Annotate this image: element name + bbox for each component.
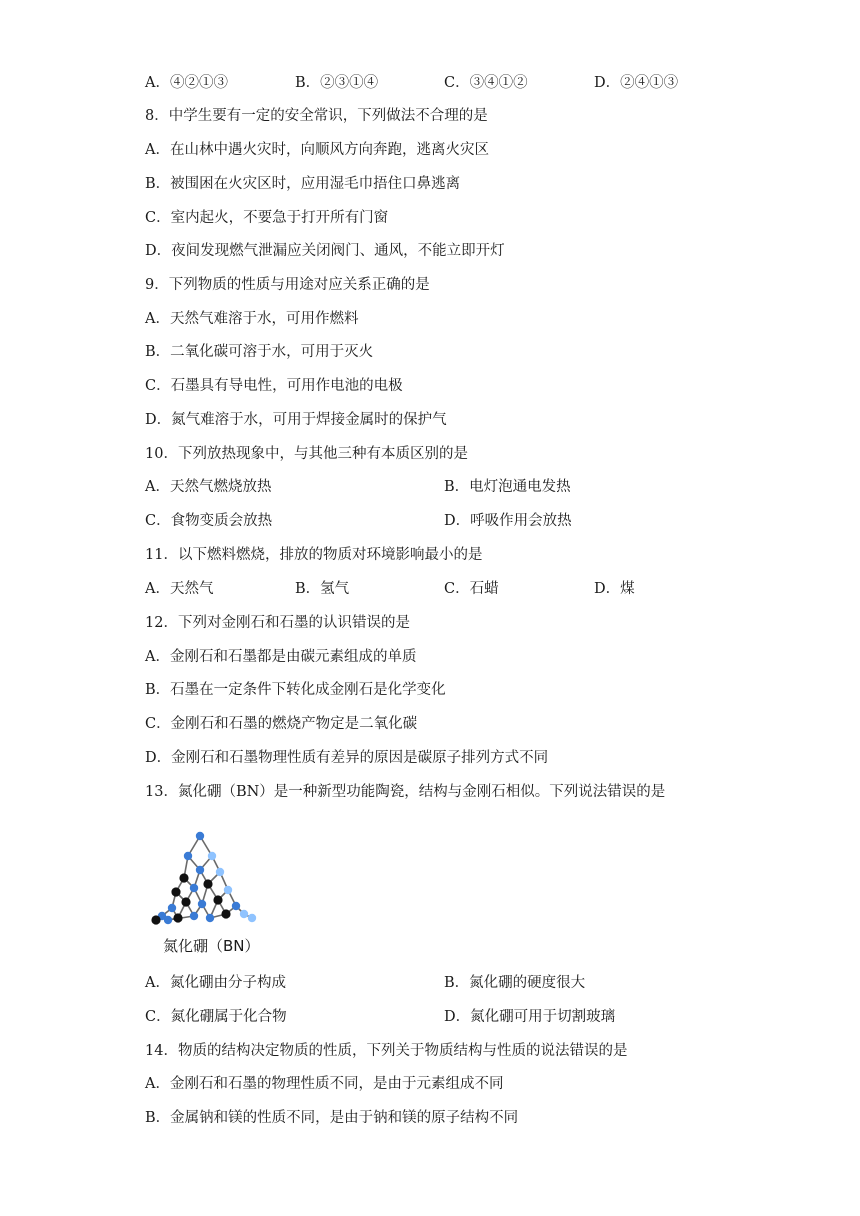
figure-caption: 氮化硼（BN） xyxy=(163,937,260,955)
q8-option-d: D．夜间发现燃气泄漏应关闭阀门、通风，不能立即开灯 xyxy=(145,243,505,259)
nitrogen-atom xyxy=(196,832,204,840)
nitrogen-atom xyxy=(164,916,172,924)
q14-stem: 14．物质的结构决定物质的性质，下列关于物质结构与性质的说法错误的是 xyxy=(145,1043,628,1059)
q9-option-a: A．天然气难溶于水，可用作燃料 xyxy=(145,311,359,327)
nitrogen-atom xyxy=(248,914,256,922)
q12-option-c: C．金刚石和石墨的燃烧产物定是二氧化碳 xyxy=(145,716,418,732)
q7-option-d: D．②④①③ xyxy=(594,75,679,91)
nitrogen-atom xyxy=(190,912,198,920)
q14-option-b: B．金属钠和镁的性质不同，是由于钠和镁的原子结构不同 xyxy=(145,1110,519,1126)
nitrogen-atom xyxy=(240,910,248,918)
q12-option-a: A．金刚石和石墨都是由碳元素组成的单质 xyxy=(145,649,417,665)
boron-atom xyxy=(173,913,182,922)
q9-option-d: D．氮气难溶于水，可用于焊接金属时的保护气 xyxy=(145,412,447,428)
q12-option-b: B．石墨在一定条件下转化成金刚石是化学变化 xyxy=(145,682,446,698)
q7-option-b: B．②③①④ xyxy=(295,75,379,91)
nitrogen-atom xyxy=(206,914,214,922)
q10-option-c: C．食物变质会放热 xyxy=(145,513,273,529)
q12-stem: 12．下列对金刚石和石墨的认识错误的是 xyxy=(145,615,410,631)
q11-option-c: C．石蜡 xyxy=(444,581,499,597)
q8-stem: 8．中学生要有一定的安全常识，下列做法不合理的是 xyxy=(145,108,488,124)
q10-option-b: B．电灯泡通电发热 xyxy=(444,479,571,495)
nitrogen-atom xyxy=(208,852,216,860)
q8-option-a: A．在山林中遇火灾时，向顺风方向奔跑，逃离火灾区 xyxy=(145,142,489,158)
nitrogen-atom xyxy=(196,866,204,874)
q12-option-d: D．金刚石和石墨物理性质有差异的原因是碳原子排列方式不同 xyxy=(145,750,549,766)
nitrogen-atom xyxy=(184,852,192,860)
q8-option-c: C．室内起火，不要急于打开所有门窗 xyxy=(145,210,389,226)
q13-option-a: A．氮化硼由分子构成 xyxy=(145,975,286,991)
nitrogen-atom xyxy=(216,868,224,876)
q13-option-d: D．氮化硼可用于切割玻璃 xyxy=(444,1009,616,1025)
q11-option-b: B．氢气 xyxy=(295,581,350,597)
q9-option-b: B．二氧化碳可溶于水，可用于灭火 xyxy=(145,344,374,360)
boron-atom xyxy=(181,897,190,906)
boron-atom xyxy=(203,879,212,888)
q14-option-a: A．金刚石和石墨的物理性质不同，是由于元素组成不同 xyxy=(145,1076,504,1092)
boron-atom xyxy=(221,909,230,918)
q13-stem: 13．氮化硼（BN）是一种新型功能陶瓷，结构与金刚石相似。下列说法错误的是 xyxy=(145,784,666,800)
boron-atom xyxy=(213,895,222,904)
nitrogen-atom xyxy=(224,886,232,894)
q13-option-b: B．氮化硼的硬度很大 xyxy=(444,975,586,991)
nitrogen-atom xyxy=(190,884,198,892)
q9-stem: 9．下列物质的性质与用途对应关系正确的是 xyxy=(145,277,430,293)
boron-atom xyxy=(171,887,180,896)
q7-option-a: A．④②①③ xyxy=(145,75,228,91)
q13-option-c: C．氮化硼属于化合物 xyxy=(145,1009,287,1025)
q11-stem: 11．以下燃料燃烧，排放的物质对环境影响最小的是 xyxy=(145,547,483,563)
boron-atom xyxy=(151,915,160,924)
nitrogen-atom xyxy=(198,900,206,908)
q9-option-c: C．石墨具有导电性，可用作电池的电极 xyxy=(145,378,403,394)
boron-atom xyxy=(179,873,188,882)
nitrogen-atom xyxy=(232,902,240,910)
nitrogen-atom xyxy=(168,904,176,912)
q10-option-a: A．天然气燃烧放热 xyxy=(145,479,272,495)
q11-option-a: A．天然气 xyxy=(145,581,214,597)
q10-stem: 10．下列放热现象中，与其他三种有本质区别的是 xyxy=(145,446,468,462)
q11-option-d: D．煤 xyxy=(594,581,635,597)
q8-option-b: B．被围困在火灾区时，应用湿毛巾捂住口鼻逃离 xyxy=(145,176,461,192)
q10-option-d: D．呼吸作用会放热 xyxy=(444,513,572,529)
q7-option-c: C．③④①② xyxy=(444,75,528,91)
